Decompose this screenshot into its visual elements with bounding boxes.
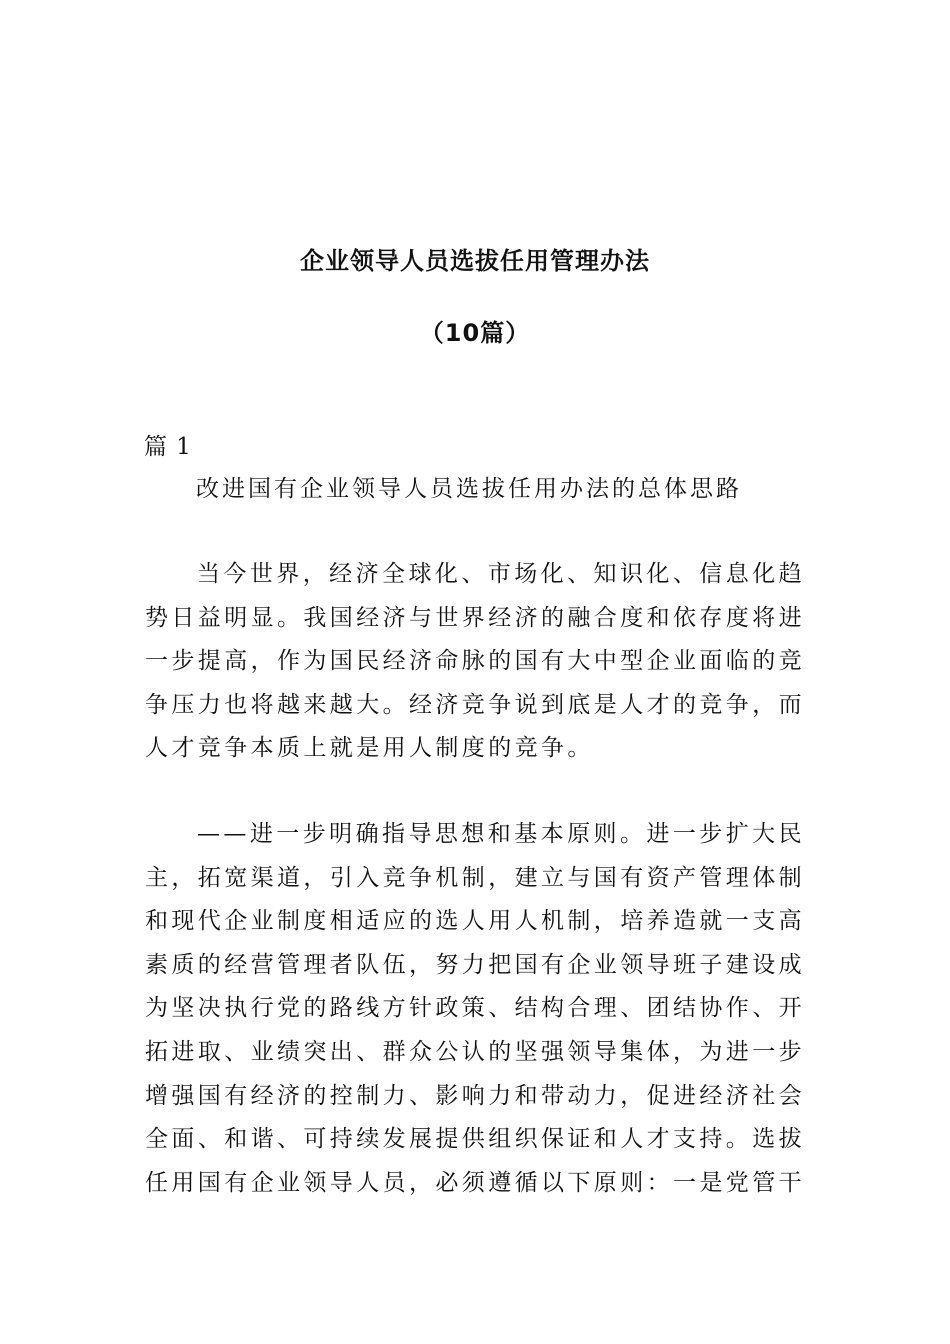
body-paragraph: 当今世界，经济全球化、市场化、知识化、信息化趋势日益明显。我国经济与世界经济的融合度和依存度将进一步提高，作为国民经济命脉的国有大中型企业面临的竞争压力也将越来越大。经济竞争说到底是人才的竞争，而人才竞争本质上就是用人制度的竞争。	[145, 561, 805, 762]
section-label: 篇 1	[144, 434, 192, 460]
body-paragraph: ——进一步明确指导思想和基本原则。进一步扩大民主，拓宽渠道，引入竞争机制，建立与国有资产管理体制和现代企业制度相适应的选人用人机制，培养造就一支高素质的经营管理者队伍，努力把国有企业领导班子建设成为坚决执行党的路线方针政策、结构合理、团结协作、开拓进取、业绩突出、群众公认的坚强领导集体，为进一步增强国有经济的控制力、影响力和带动力，促进经济社会全面、和谐、可持续发展提供组织保证和人才支持。选拔任用国有企业领导人员，必须遵循以下原则：一是党管干	[145, 821, 805, 1196]
document-title: 企业领导人员选拔任用管理办法	[300, 247, 650, 275]
document-subtitle: （10篇）	[419, 319, 531, 347]
section-heading: 改进国有企业领导人员选拔任用办法的总体思路	[196, 476, 742, 502]
